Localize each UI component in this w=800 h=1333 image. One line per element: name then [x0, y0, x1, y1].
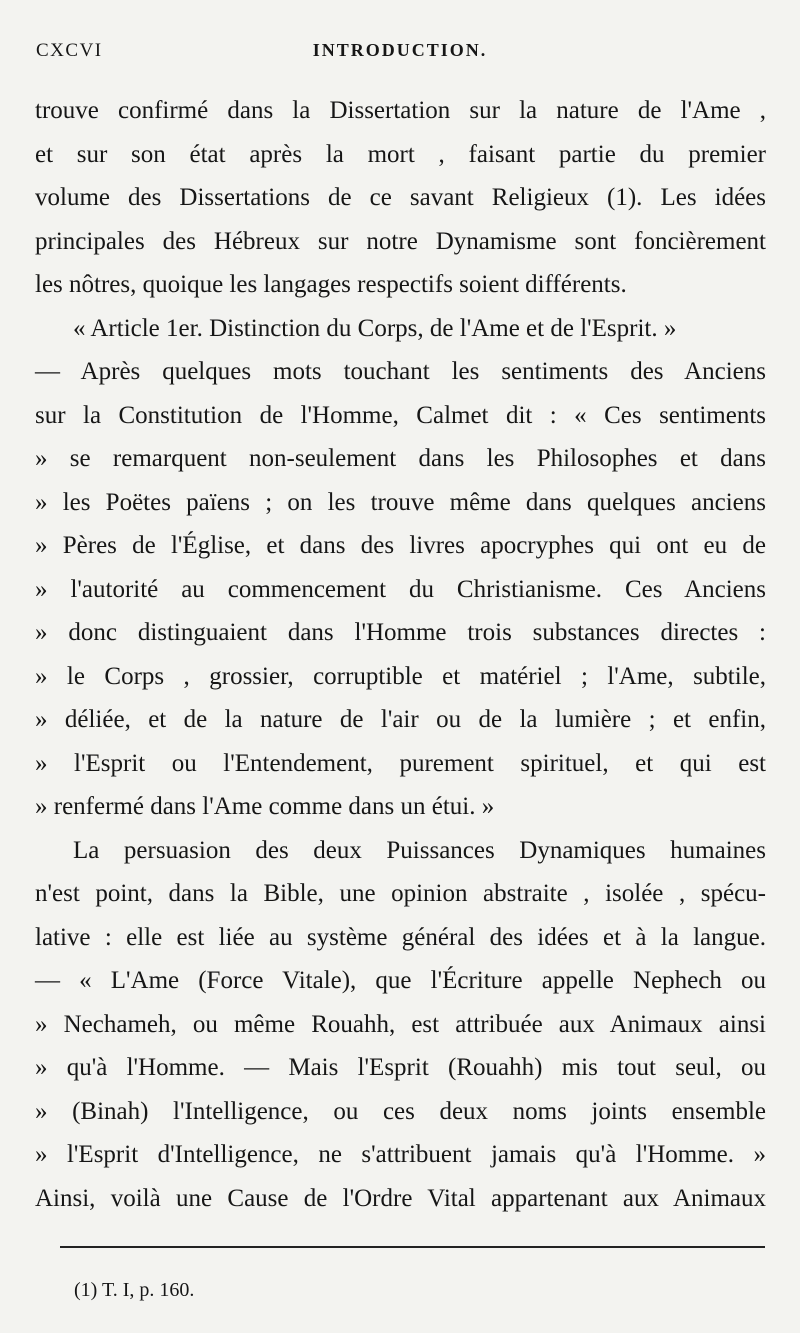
text-line: » renfermé dans l'Ame comme dans un étui. » — [35, 793, 495, 820]
text-line: La persuasion des deux Puissances Dynamiques humaines — [73, 836, 766, 864]
text-line: » l'autorité au commencement du Christianisme. Ces Anciens — [35, 575, 766, 603]
text-line: principales des Hébreux sur notre Dynamisme sont foncièrement — [35, 227, 766, 255]
text-line: » Pères de l'Église, et dans des livres apocryphes qui ont eu de — [35, 532, 766, 559]
text-line: trouve confirmé dans la Dissertation sur la nature de l'Ame , — [35, 97, 766, 124]
running-title: INTRODUCTION. — [312, 40, 488, 60]
footnote: (1) T. I, p. 160. — [74, 1279, 195, 1301]
text-line: » l'Esprit d'Intelligence, ne s'attribuent jamais qu'à l'Homme. » — [35, 1141, 766, 1168]
text-line: » l'Esprit ou l'Entendement, purement spirituel, et qui est — [35, 749, 766, 777]
text-line: » se remarquent non-seulement dans les Philosophes et dans — [35, 445, 766, 472]
text-line: » donc distinguaient dans l'Homme trois substances directes : — [35, 619, 766, 646]
text-line: — « L'Ame (Force Vitale), que l'Écriture appelle Nephech ou — [35, 967, 766, 994]
text-line: lative : elle est liée au système général des idées et à la langue. — [35, 923, 766, 951]
footnote-rule — [60, 1246, 765, 1248]
text-line: » Nechameh, ou même Rouahh, est attribuée aux Animaux ainsi — [35, 1010, 766, 1038]
text-line: » qu'à l'Homme. — Mais l'Esprit (Rouahh) mis tout seul, ou — [35, 1054, 766, 1081]
text-line: Ainsi, voilà une Cause de l'Ordre Vital appartenant aux Animaux — [35, 1184, 766, 1212]
text-line: sur la Constitution de l'Homme, Calmet dit : « Ces sentiments — [35, 401, 766, 429]
text-line: n'est point, dans la Bible, une opinion abstraite , isolée , spécu- — [35, 880, 766, 907]
page-number: CXCVI — [36, 40, 103, 61]
text-line: » déliée, et de la nature de l'air ou de la lumière ; et enfin, — [35, 706, 766, 733]
text-line: » le Corps , grossier, corruptible et matériel ; l'Ame, subtile, — [35, 662, 766, 690]
text-line: les nôtres, quoique les langages respectifs soient différents. — [35, 271, 627, 298]
text-line: et sur son état après la mort , faisant partie du premier — [35, 140, 766, 168]
text-line: « Article 1er. Distinction du Corps, de l'Ame et de l'Esprit. » — [73, 314, 677, 342]
text-line: volume des Dissertations de ce savant Religieux (1). Les idées — [35, 184, 766, 211]
text-line: — Après quelques mots touchant les sentiments des Anciens — [35, 358, 766, 385]
text-line: » (Binah) l'Intelligence, ou ces deux noms joints ensemble — [35, 1097, 766, 1125]
text-line: » les Poëtes païens ; on les trouve même dans quelques anciens — [35, 488, 766, 516]
